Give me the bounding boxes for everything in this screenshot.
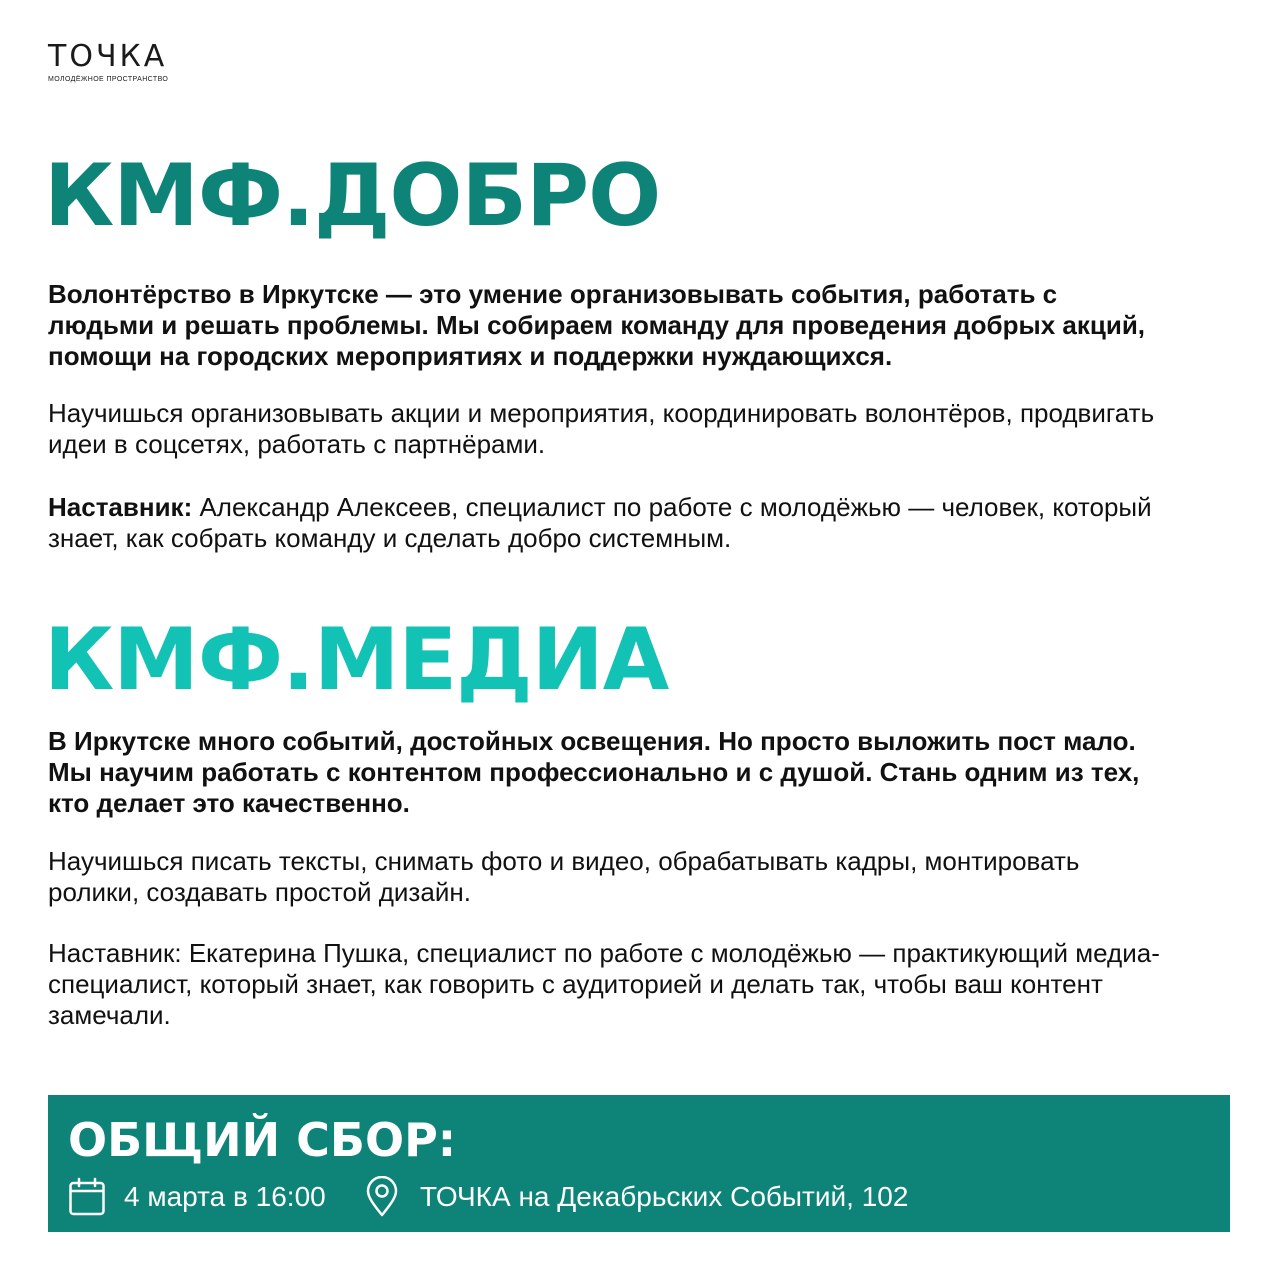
logo <box>48 40 168 83</box>
media-mentor: Наставник: Екатерина Пушка, специалист по работе с молодёжью — практикующий медиа-специалист, который знает, как говорить с аудиторией и делать так, чтобы ваш контент замечали. <box>48 938 1160 1030</box>
dobro-mentor-label: Наставник: <box>48 492 193 522</box>
meeting-place <box>364 1175 908 1219</box>
media-intro: В Иркутске много событий, достойных освещения. Но просто выложить пост мало. Мы научим работать с контентом профессионально и с душой. Стань одним из тех, кто делает это качественно. <box>48 726 1140 818</box>
meeting-place-text: ТОЧКА на Декабрьских Событий, 102 <box>420 1181 909 1212</box>
section-title-media: КМФ.МЕДИА <box>44 610 669 710</box>
meeting-date <box>68 1175 326 1219</box>
dobro-mentor <box>48 492 1168 554</box>
dobro-mentor-text: Александр Алексеев, специалист по работе с молодёжью — человек, который знает, как собрать команду и сделать добро системным. <box>48 492 1152 553</box>
map-pin-icon <box>364 1176 400 1218</box>
section-title-dobro: КМФ.ДОБРО <box>44 146 661 246</box>
meeting-banner <box>48 1095 1230 1232</box>
logo-wordmark: ТОЧКА <box>48 39 168 74</box>
meeting-title: ОБЩИЙ СБОР: <box>68 1113 457 1167</box>
dobro-intro: Волонтёрство в Иркутске — это умение организовывать события, работать с людьми и решать проблемы. Мы собираем команду для проведения добрых акций, помощи на городских мероприятиях и поддержки нуждающихся. <box>48 279 1146 371</box>
media-skills: Научишься писать тексты, снимать фото и видео, обрабатывать кадры, монтировать ролики, создавать простой дизайн. <box>48 846 1080 907</box>
calendar-icon <box>68 1177 106 1217</box>
dobro-skills: Научишься организовывать акции и мероприятия, координировать волонтёров, продвигать идеи в соцсетях, работать с партнёрами. <box>48 398 1155 459</box>
meeting-date-text: 4 марта в 16:00 <box>124 1181 326 1212</box>
logo-subtitle: МОЛОДЁЖНОЕ ПРОСТРАНСТВО <box>48 76 169 83</box>
